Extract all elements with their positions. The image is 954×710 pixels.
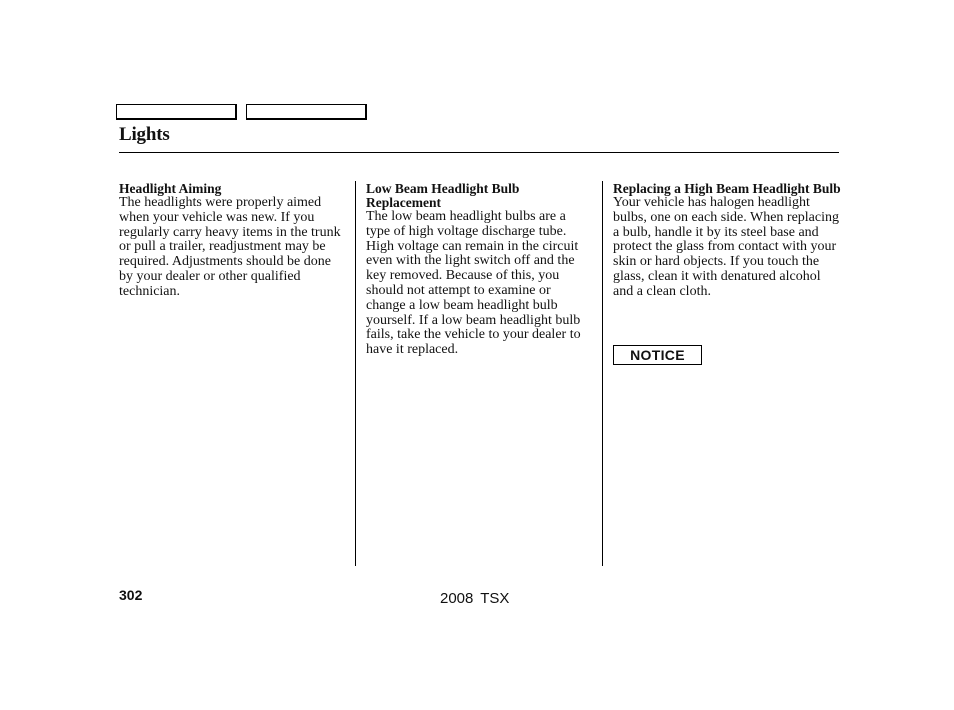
column-divider [355,181,356,566]
section-body: The headlights were properly aimed when your vehicle was new. If you regularly carry heavy items in the trunk or pull a trailer, readjustment may be required. Adjustments should be done by your dealer or other qualified technician. [119,195,341,299]
title-divider [119,152,839,153]
section-body: Your vehicle has halogen headlight bulbs, one on each side. When replacing a bulb, handle it by its steel base and protect the glass from contact with your skin or hard objects. If you touch the glass, clean it with denatured alcohol and a clean cloth. [613,195,840,299]
page-title: Lights [119,124,170,145]
notice-badge: NOTICE [613,345,702,365]
section-heading: Low Beam Headlight Bulb Replacement [366,181,520,210]
column-headlight-aiming [119,182,345,300]
footer-model: 2008 TSX [440,590,510,607]
page-number: 302 [119,587,143,603]
column-divider [602,181,603,566]
column-low-beam-replacement [366,182,592,358]
column-high-beam-replacement [613,182,841,300]
nav-button-previous[interactable] [116,104,237,120]
nav-button-next[interactable] [246,104,367,120]
section-body: The low beam headlight bulbs are a type of high voltage discharge tube. High voltage can remain in the circuit even with the light switch off and the key removed. Because of this, you should not attempt to examine or change a low beam headlight bulb yourself. If a low beam headlight bulb fails, take the vehicle to your dealer to have it replaced. [366,209,581,358]
section-heading: Replacing a High Beam Headlight Bulb [613,181,841,196]
section-heading: Headlight Aiming [119,181,222,196]
